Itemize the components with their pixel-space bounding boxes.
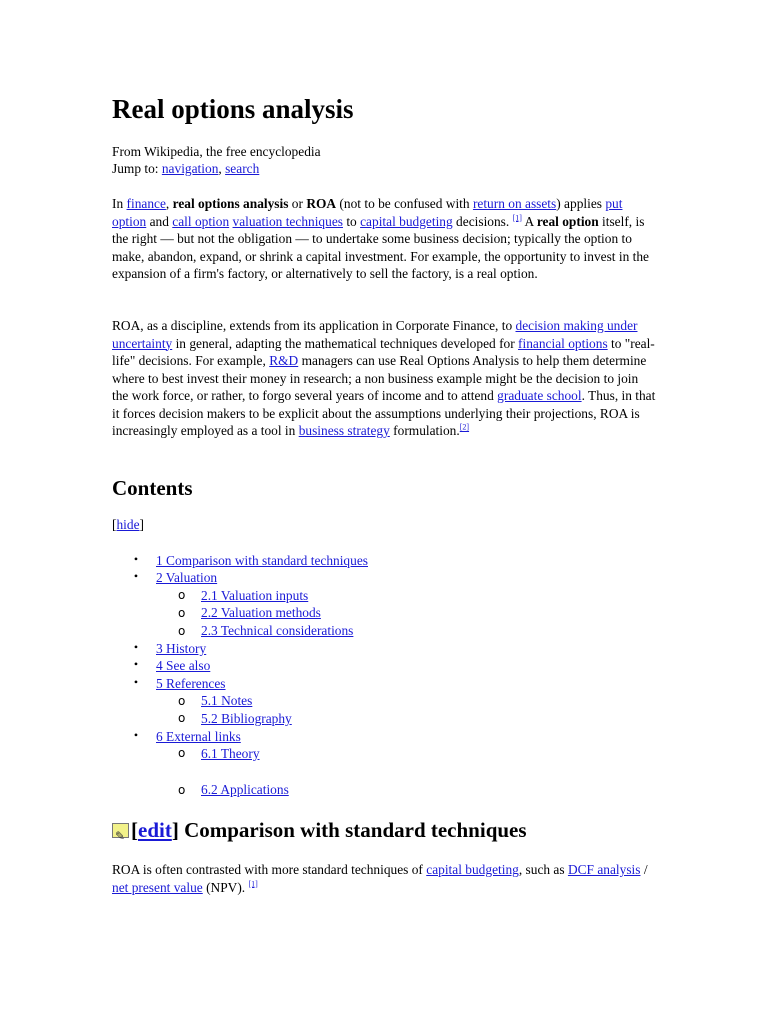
toc-item-references[interactable]: 5 References — [156, 676, 226, 691]
toc-item-see-also[interactable]: 4 See also — [156, 658, 211, 673]
term-real-options-analysis: real options analysis — [172, 196, 289, 211]
toc-item-bibliography[interactable]: 5.2 Bibliography — [201, 711, 292, 726]
toc-bullet: • — [133, 640, 139, 654]
toc-item-valuation-inputs[interactable]: 2.1 Valuation inputs — [201, 588, 309, 603]
page-title: Real options analysis — [112, 94, 354, 124]
toc-item-applications[interactable]: 6.2 Applications — [201, 782, 289, 797]
toc-item-theory[interactable]: 6.1 Theory — [201, 746, 260, 761]
toc-bullet: • — [133, 569, 139, 583]
toc-item-history[interactable]: 3 History — [156, 641, 207, 656]
toc-item-comparison[interactable]: 1 Comparison with standard techniques — [156, 553, 368, 568]
hide-toc-link[interactable]: hide — [116, 517, 140, 532]
toc-sub-bullet: o — [178, 746, 186, 760]
toc-sub-bullet: o — [178, 711, 186, 725]
pencil-icon[interactable]: ✎ — [112, 823, 129, 838]
rnd-link[interactable]: R&D — [269, 353, 299, 368]
toc-item-notes[interactable]: 5.1 Notes — [201, 693, 253, 708]
toc-sub-bullet: o — [178, 694, 186, 708]
edit-section-link[interactable]: edit — [138, 818, 172, 842]
toc-toggle: [hide] — [112, 517, 144, 532]
citation-1-link[interactable]: [1] — [512, 213, 522, 223]
toc-bullet: • — [133, 552, 139, 566]
toc-item-valuation[interactable]: 2 Valuation — [156, 570, 218, 585]
toc-bullet: • — [133, 657, 139, 671]
intro-paragraph: In finance, real options analysis or ROA (not to be confused with return on assets) applies put option and call option valuation techniques to capital budgeting decisions. [1] A real option itself, is the right — but not the obligation — to undertake some business decision; typically the option to make, abandon, expand, or shrink a capital investment. For example, the opportunity to invest in the expansion of a firm's factory, or alternatively to sell the factory, is a real option. — [112, 196, 649, 281]
decision-making-link[interactable]: decision making under uncertainty — [112, 318, 638, 351]
call-option-link[interactable]: call option — [172, 213, 230, 229]
contents-heading: Contents — [112, 476, 193, 500]
citation-2-link[interactable]: [2] — [459, 422, 470, 432]
toc-item-external-links[interactable]: 6 External links — [156, 729, 241, 744]
comparison-paragraph: ROA is often contrasted with more standard techniques of capital budgeting, such as DCF analysis / net present value (NPV). [1] — [112, 862, 648, 895]
term-real-option: real option — [536, 213, 599, 229]
finance-link[interactable]: finance — [126, 196, 166, 211]
toc-sub-bullet: o — [178, 588, 186, 602]
put-option-link[interactable]: put option — [112, 196, 623, 229]
search-link[interactable]: search — [225, 161, 260, 176]
valuation-techniques-link[interactable]: valuation techniques — [232, 213, 343, 229]
discipline-paragraph: ROA, as a discipline, extends from its application in Corporate Finance, to decision making under uncertainty in general, adapting the mathematical techniques developed for financial options to "real-life" decisions. For example, R&D managers can use Real Options Analysis to help them determine where to best invest their money in research; a non business example might be the decision to join the work force, or rather, to forgo several years of income and to attend graduate school. Thus, in that it forces decision makers to be explicit about the assumptions underlying their projections, ROA is increasingly employed as a tool in business strategy formulation.[2] — [112, 318, 656, 438]
dcf-analysis-link[interactable]: DCF analysis — [567, 862, 641, 877]
toc-sub-bullet: o — [178, 624, 186, 638]
financial-options-link[interactable]: financial options — [518, 335, 608, 351]
toc-item-valuation-methods[interactable]: 2.2 Valuation methods — [201, 605, 321, 620]
term-roa: ROA — [306, 196, 337, 211]
jump-links: Jump to: navigation, search — [112, 161, 260, 176]
citation-1-link-2[interactable]: [1] — [248, 879, 258, 889]
return-on-assets-link[interactable]: return on assets — [472, 196, 557, 211]
section-heading-comparison: ✎ [edit] Comparison with standard techniques — [112, 815, 527, 845]
navigation-link[interactable]: navigation — [161, 161, 219, 176]
toc-sub-bullet: o — [178, 783, 186, 797]
toc-bullet: • — [133, 675, 139, 689]
toc-item-technical-considerations[interactable]: 2.3 Technical considerations — [201, 623, 354, 638]
toc-sub-bullet: o — [178, 606, 186, 620]
net-present-value-link[interactable]: net present value — [112, 879, 203, 895]
graduate-school-link[interactable]: graduate school — [497, 388, 582, 403]
toc-bullet: • — [133, 728, 139, 742]
tagline: From Wikipedia, the free encyclopedia — [112, 144, 321, 159]
capital-budgeting-link-2[interactable]: capital budgeting — [426, 862, 519, 877]
business-strategy-link[interactable]: business strategy — [298, 423, 390, 438]
capital-budgeting-link[interactable]: capital budgeting — [360, 213, 453, 229]
